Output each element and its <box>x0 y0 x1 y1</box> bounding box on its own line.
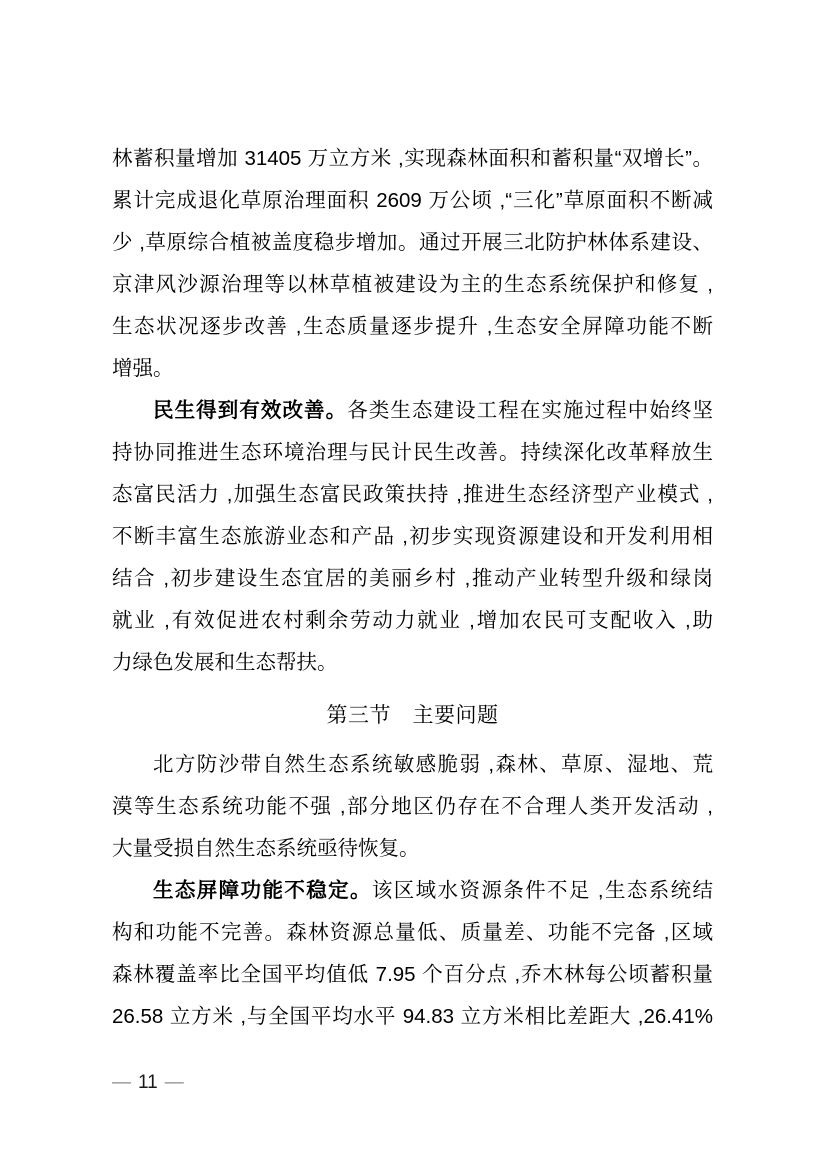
text-line <box>112 744 713 786</box>
body-text: 该区域水资源条件不足 ,生态系统结 <box>371 879 713 902</box>
body-text: 少 ,草原综合植被盖度稳步增加。通过开展三北防护林体系建设、 <box>112 231 713 254</box>
text-line <box>112 954 713 996</box>
paragraph <box>112 390 713 684</box>
page-footer <box>112 1071 184 1095</box>
body-text: 态富民活力 ,加强生态富民政策扶持 ,推进生态经济型产业模式 , <box>112 483 713 506</box>
body-text: 北方防沙带自然生态系统敏感脆弱 ,森林、草原、湿地、荒 <box>153 753 713 776</box>
bold-lead-text: 民生得到有效改善。 <box>153 399 348 422</box>
body-text: 力绿色发展和生态帮扶。 <box>112 651 338 674</box>
body-text: 林蓄积量增加 31405 万立方米 ,实现森林面积和蓄积量“双增长”。 <box>112 147 713 170</box>
body-text: 持协同推进生态环境治理与民计民生改善。持续深化改革释放生 <box>112 441 713 464</box>
text-line <box>112 642 713 684</box>
bold-lead-text: 生态屏障功能不稳定。 <box>153 879 372 902</box>
text-line <box>112 786 713 828</box>
body-text: 就业 ,有效促进农村剩余劳动力就业 ,增加农民可支配收入 ,助 <box>112 609 713 632</box>
body-text: 累计完成退化草原治理面积 2609 万公顷 ,“三化”草原面积不断减 <box>112 189 713 212</box>
body-text: 构和功能不完善。森林资源总量低、质量差、功能不完备 ,区域 <box>112 921 713 944</box>
body-text: 增强。 <box>112 357 174 380</box>
paragraph <box>112 870 713 1038</box>
footer-right-dash: — <box>164 1072 184 1093</box>
text-line <box>112 828 713 870</box>
body-text: 漠等生态系统功能不强 ,部分地区仍存在不合理人类开发活动 , <box>112 795 713 818</box>
text-line <box>112 306 713 348</box>
body-text: 结合 ,初步建设生态宜居的美丽乡村 ,推动产业转型升级和绿岗 <box>112 567 713 590</box>
text-line <box>112 600 713 642</box>
text-line <box>112 180 713 222</box>
body-text: 京津风沙源治理等以林草植被建设为主的生态系统保护和修复 , <box>112 273 713 296</box>
text-column <box>112 138 713 1038</box>
footer-left-dash: — <box>112 1072 131 1093</box>
text-line <box>112 264 713 306</box>
body-text: 生态状况逐步改善 ,生态质量逐步提升 ,生态安全屏障功能不断 <box>112 315 713 338</box>
body-text: 26.58 立方米 ,与全国平均水平 94.83 立方米相比差距大 ,26.41% <box>112 1005 713 1028</box>
text-line <box>112 390 713 432</box>
body-text: 各类生态建设工程在实施过程中始终坚 <box>347 399 713 422</box>
text-line <box>112 516 713 558</box>
body-text: 不断丰富生态旅游业态和产品 ,初步实现资源建设和开发利用相 <box>112 525 713 548</box>
body-text: 大量受损自然生态系统亟待恢复。 <box>112 837 420 860</box>
text-line <box>112 474 713 516</box>
paragraph <box>112 744 713 870</box>
text-line <box>112 432 713 474</box>
paragraph <box>112 138 713 390</box>
text-line <box>112 222 713 264</box>
section-heading: 第三节 主要问题 <box>326 704 499 727</box>
body-text: 森林覆盖率比全国平均值低 7.95 个百分点 ,乔木林每公顷蓄积量 <box>112 963 713 986</box>
text-line <box>112 996 713 1038</box>
page-number: 11 <box>138 1072 158 1093</box>
text-line <box>112 138 713 180</box>
text-line <box>112 912 713 954</box>
text-line <box>112 870 713 912</box>
text-line <box>112 348 713 390</box>
text-line <box>112 558 713 600</box>
